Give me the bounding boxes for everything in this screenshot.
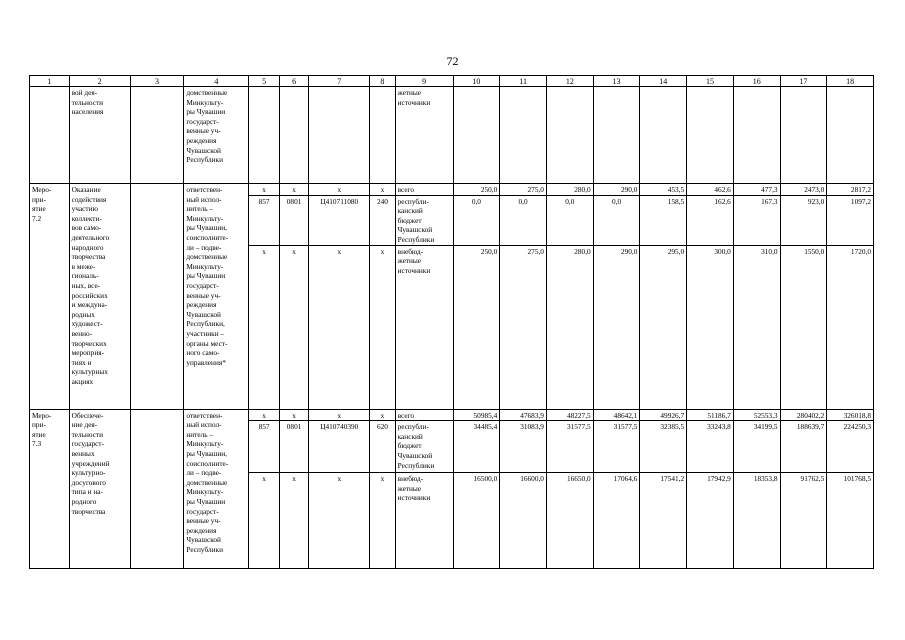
col-header: 17 [780,76,827,87]
col-header: 7 [309,76,370,87]
value-cell: 17942,9 [687,473,734,569]
col-header: 9 [395,76,453,87]
source-cell: внебюд- жетные источники [395,473,453,569]
code-cell: Ц410711080 [309,195,370,245]
value-cell: 453,5 [640,184,687,196]
cell [130,87,184,184]
col-header: 15 [687,76,734,87]
value-cell: 2817,2 [827,184,874,196]
code-cell: x [279,473,308,569]
value-cell: 224250,3 [827,421,874,473]
col-header: 11 [500,76,547,87]
cell [279,87,308,184]
value-cell: 250,0 [453,184,500,196]
code-cell: x [279,245,308,409]
table-row [30,87,874,184]
value-cell: 101768,5 [827,473,874,569]
value-cell: 0,0 [546,195,593,245]
value-cell: 1720,0 [827,245,874,409]
header-row [30,76,874,87]
code-cell: 620 [370,421,395,473]
value-cell: 0,0 [593,195,640,245]
cell [687,87,734,184]
value-cell: 31577,5 [546,421,593,473]
code-cell: x [249,245,279,409]
col-header: 18 [827,76,874,87]
code-cell: 0801 [279,421,308,473]
code-cell: x [249,184,279,196]
source-cell: республи- канский бюджет Чувашской Республики [395,195,453,245]
code-cell: 0801 [279,195,308,245]
cell [130,409,184,569]
measure-name-cell: Оказание содействия участию коллекти- вов само- деятельного народного творчества в меже- гиональ- ных, все- российских и междуна- родных художест- венно- творческих мероприя- тиях и культурных акциях [69,184,130,410]
executor-cell: ответствен- ный испол- нитель – Минкульту- ры Чувашии, соисполните- ли – подве- домственные Минкульту- ры Чувашии государст- венные уч- реждения Чувашской Республики [184,409,249,569]
value-cell: 91762,5 [780,473,827,569]
value-cell: 250,0 [453,245,500,409]
value-cell: 1550,0 [780,245,827,409]
measure-name-cell: вой дея- тельности населения [69,87,130,184]
code-cell: x [249,409,279,421]
code-cell: x [309,245,370,409]
value-cell: 158,5 [640,195,687,245]
code-cell: 240 [370,195,395,245]
cell [130,184,184,410]
value-cell: 477,3 [733,184,780,196]
value-cell: 34485,4 [453,421,500,473]
table-row [30,409,874,421]
measure-id-cell: Меро- при- ятие 7.3 [30,409,70,569]
value-cell: 16650,0 [546,473,593,569]
value-cell: 923,0 [780,195,827,245]
col-header: 16 [733,76,780,87]
code-cell: Ц410740390 [309,421,370,473]
value-cell: 52553,3 [733,409,780,421]
value-cell: 1097,2 [827,195,874,245]
col-header: 13 [593,76,640,87]
cell [370,87,395,184]
col-header: 4 [184,76,249,87]
col-header: 3 [130,76,184,87]
code-cell: x [370,184,395,196]
value-cell: 295,0 [640,245,687,409]
value-cell: 280402,2 [780,409,827,421]
value-cell: 31577,5 [593,421,640,473]
col-header: 12 [546,76,593,87]
source-cell: внебюд- жетные источники [395,245,453,409]
executor-cell: ответствен- ный испол- нитель – Минкульту- ры Чувашии, соисполните- ли – подве- домственные Минкульту- ры Чувашии государст- венные уч- реждения Чувашской Республики, участники – органы мест- ного само- управления* [184,184,249,410]
col-header: 2 [69,76,130,87]
value-cell: 48642,1 [593,409,640,421]
value-cell: 280,0 [546,184,593,196]
col-header: 6 [279,76,308,87]
value-cell: 49926,7 [640,409,687,421]
cell [640,87,687,184]
col-header: 8 [370,76,395,87]
measure-id-cell: Меро- при- ятие 7.2 [30,184,70,410]
value-cell: 18353,8 [733,473,780,569]
value-cell: 290,0 [593,184,640,196]
value-cell: 188639,7 [780,421,827,473]
value-cell: 31083,9 [500,421,547,473]
source-cell: жетные источники [395,87,453,184]
code-cell: x [309,473,370,569]
value-cell: 290,0 [593,245,640,409]
value-cell: 47683,9 [500,409,547,421]
cell [827,87,874,184]
measure-name-cell: Обеспече- ние дея- тельности государст- венных учреждений культурно- досугового типа и на- родного творчества [69,409,130,569]
value-cell: 51186,7 [687,409,734,421]
cell [733,87,780,184]
code-cell: x [309,184,370,196]
value-cell: 0,0 [500,195,547,245]
code-cell: x [279,184,308,196]
value-cell: 50985,4 [453,409,500,421]
value-cell: 167,3 [733,195,780,245]
value-cell: 275,0 [500,245,547,409]
code-cell: x [370,473,395,569]
source-cell: всего [395,184,453,196]
value-cell: 33243,8 [687,421,734,473]
code-cell: 857 [249,195,279,245]
value-cell: 326018,8 [827,409,874,421]
executor-cell: домственные Минкульту- ры Чувашии государст- венные уч- реждения Чувашской Республики [184,87,249,184]
cell [593,87,640,184]
code-cell: x [249,473,279,569]
col-header: 5 [249,76,279,87]
cell [30,87,70,184]
source-cell: всего [395,409,453,421]
code-cell: x [370,245,395,409]
value-cell: 17541,2 [640,473,687,569]
code-cell: x [279,409,308,421]
value-cell: 310,0 [733,245,780,409]
table-row [30,184,874,196]
value-cell: 462,6 [687,184,734,196]
program-table [29,75,874,569]
code-cell: x [309,409,370,421]
cell [309,87,370,184]
col-header: 10 [453,76,500,87]
col-header: 1 [30,76,70,87]
value-cell: 32385,5 [640,421,687,473]
cell [780,87,827,184]
value-cell: 0,0 [453,195,500,245]
value-cell: 34199,5 [733,421,780,473]
cell [249,87,279,184]
cell [546,87,593,184]
source-cell: республи- канский бюджет Чувашской Республики [395,421,453,473]
page-number: 72 [446,54,459,68]
cell [453,87,500,184]
value-cell: 300,0 [687,245,734,409]
cell [500,87,547,184]
value-cell: 16600,0 [500,473,547,569]
value-cell: 162,6 [687,195,734,245]
value-cell: 17064,6 [593,473,640,569]
col-header: 14 [640,76,687,87]
code-cell: 857 [249,421,279,473]
value-cell: 275,0 [500,184,547,196]
value-cell: 2473,0 [780,184,827,196]
value-cell: 16500,0 [453,473,500,569]
code-cell: x [370,409,395,421]
value-cell: 48227,5 [546,409,593,421]
value-cell: 280,0 [546,245,593,409]
